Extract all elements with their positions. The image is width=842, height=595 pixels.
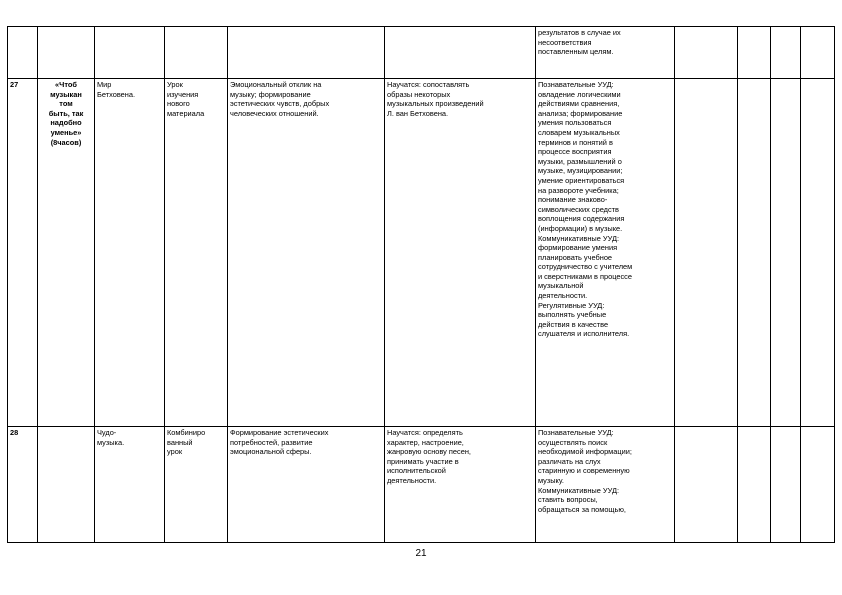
lesson-topic-cell bbox=[95, 27, 165, 79]
cell-text-line: на развороте учебника; bbox=[538, 185, 619, 195]
cell-text-line: Регулятивные УУД: bbox=[538, 300, 605, 310]
cell-text-line: Научатся: сопоставлять bbox=[387, 80, 470, 89]
empty-cell bbox=[675, 79, 738, 427]
uud-cell bbox=[536, 427, 675, 543]
empty-cell bbox=[771, 27, 801, 79]
unit-title-cell bbox=[38, 427, 95, 543]
cell-text-line: том bbox=[59, 99, 73, 109]
cell-text-line: материала bbox=[167, 108, 205, 118]
cell-text-line: музыке, музицировании; bbox=[538, 166, 623, 176]
lesson-topic-cell bbox=[95, 427, 165, 543]
cell-text-line: Урок bbox=[167, 80, 183, 89]
lesson-plan-table bbox=[7, 26, 835, 543]
cell-text-line: «Чтоб bbox=[55, 80, 77, 89]
cell-text-line: Чудо- bbox=[97, 428, 117, 437]
cell-text-line: умение ориентироваться bbox=[538, 175, 625, 185]
cell-text-line: изучения bbox=[167, 89, 199, 99]
cell-text-line: нового bbox=[167, 99, 190, 109]
cell-text-line: анализа; формирование bbox=[538, 108, 623, 118]
cell-text-line: необходимой информации; bbox=[538, 447, 632, 457]
page-number: 21 bbox=[415, 548, 427, 559]
lesson-type-cell bbox=[165, 79, 228, 427]
learning-outcomes-cell bbox=[385, 27, 536, 79]
cell-text-line: Познавательные УУД: bbox=[538, 80, 614, 89]
cell-text-line: формирование умения bbox=[538, 243, 618, 253]
empty-cell bbox=[771, 79, 801, 427]
cell-text-line: процессе восприятия bbox=[538, 147, 612, 157]
cell-text-line: (информации) в музыке. bbox=[538, 223, 623, 233]
cell-text-line: планировать учебное bbox=[538, 252, 613, 262]
cell-text-line: урок bbox=[167, 447, 183, 457]
cell-text-line: человеческих отношений. bbox=[230, 108, 319, 118]
cell-text-line: жанровую основу песен, bbox=[387, 447, 471, 457]
lesson-type-cell bbox=[165, 27, 228, 79]
unit-title-cell bbox=[38, 79, 95, 427]
cell-text-line: Научатся: определять bbox=[387, 428, 463, 437]
uud-cell bbox=[536, 27, 675, 79]
empty-cell bbox=[738, 79, 771, 427]
learning-outcomes-cell bbox=[385, 427, 536, 543]
empty-cell bbox=[675, 27, 738, 79]
cell-text-line: обращаться за помощью, bbox=[538, 504, 626, 514]
cell-text-line: овладение логическими bbox=[538, 89, 621, 99]
lesson-number-cell bbox=[8, 27, 38, 79]
cell-text-line: результатов в случае их bbox=[538, 28, 621, 37]
cell-text-line: Познавательные УУД: bbox=[538, 428, 614, 437]
cell-text-line: Эмоциональный отклик на bbox=[230, 80, 322, 89]
cell-text-line: и сверстниками в процессе bbox=[538, 271, 632, 281]
cell-text-line: воплощения содержания bbox=[538, 214, 625, 224]
cell-text-line: символических средств bbox=[538, 204, 619, 214]
cell-text-line: быть, так bbox=[48, 108, 84, 118]
cell-text-line: эстетических чувств, добрых bbox=[230, 99, 330, 109]
empty-cell bbox=[675, 427, 738, 543]
cell-text-line: Бетховена. bbox=[97, 89, 136, 99]
cell-text-line: понимание знаково- bbox=[538, 195, 608, 205]
cell-text-line: ванный bbox=[167, 437, 193, 447]
cell-text-line: музыку; формирование bbox=[230, 89, 311, 99]
cell-text-line: исполнительской bbox=[387, 466, 446, 476]
empty-cell bbox=[801, 27, 835, 79]
lesson-content-cell bbox=[228, 27, 385, 79]
empty-cell bbox=[738, 27, 771, 79]
table-row bbox=[8, 427, 835, 543]
table-row bbox=[8, 79, 835, 427]
cell-text-line: характер, настроение, bbox=[387, 437, 464, 447]
cell-text-line: принимать участие в bbox=[387, 456, 459, 466]
empty-cell bbox=[801, 427, 835, 543]
lesson-content-cell bbox=[228, 427, 385, 543]
empty-cell bbox=[771, 427, 801, 543]
cell-text-line: словарем музыкальных bbox=[538, 127, 620, 137]
cell-text-line: уменье» bbox=[50, 127, 82, 137]
cell-text-line: Л. ван Бетховена. bbox=[387, 108, 449, 118]
cell-text-line: старинную и современную bbox=[538, 466, 630, 476]
lesson-type-cell bbox=[165, 427, 228, 543]
cell-text-line: терминов и понятий в bbox=[538, 137, 613, 147]
cell-text-line: Коммуникативные УУД: bbox=[538, 485, 620, 495]
lesson-number-cell: 27 bbox=[8, 79, 38, 427]
cell-text-line: музыкан bbox=[50, 89, 82, 99]
cell-text-line: музыки, размышлений о bbox=[538, 156, 622, 166]
cell-text-line: слушателя и исполнителя. bbox=[538, 329, 630, 339]
cell-text-line: музыка. bbox=[97, 437, 125, 447]
lesson-number-cell: 28 bbox=[8, 427, 38, 543]
cell-text-line: музыку. bbox=[538, 475, 564, 485]
cell-text-line: осуществлять поиск bbox=[538, 437, 608, 447]
cell-text-line: умения пользоваться bbox=[538, 118, 612, 128]
cell-text-line: (8часов) bbox=[50, 137, 82, 147]
cell-text-line: несоответствия bbox=[538, 37, 592, 47]
cell-text-line: Мир bbox=[97, 80, 112, 89]
unit-title-cell bbox=[38, 27, 95, 79]
cell-text-line: ставить вопросы, bbox=[538, 495, 598, 505]
cell-text-line: потребностей, развитие bbox=[230, 437, 313, 447]
cell-text-line: деятельности. bbox=[387, 475, 437, 485]
table-row bbox=[8, 27, 835, 79]
cell-text-line: образы некоторых bbox=[387, 89, 451, 99]
cell-text-line: музыкальных произведений bbox=[387, 99, 484, 109]
cell-text-line: действия в качестве bbox=[538, 319, 609, 329]
cell-text-line: Комбиниро bbox=[167, 428, 206, 437]
cell-text-line: Формирование эстетических bbox=[230, 428, 329, 437]
cell-text-line: деятельности. bbox=[538, 291, 588, 301]
lesson-content-cell bbox=[228, 79, 385, 427]
cell-text-line: Коммуникативные УУД: bbox=[538, 233, 620, 243]
cell-text-line: эмоциональной сферы. bbox=[230, 447, 312, 457]
cell-text-line: выполнять учебные bbox=[538, 310, 607, 320]
cell-text-line: поставленным целям. bbox=[538, 47, 614, 57]
cell-text-line: сотрудничество с учителем bbox=[538, 262, 633, 272]
empty-cell bbox=[801, 79, 835, 427]
cell-text-line: музыкальной bbox=[538, 281, 584, 291]
cell-text-line: различать на слух bbox=[538, 456, 601, 466]
cell-text-line: действиями сравнения, bbox=[538, 99, 620, 109]
cell-text-line: надобно bbox=[50, 118, 82, 128]
empty-cell bbox=[738, 427, 771, 543]
learning-outcomes-cell bbox=[385, 79, 536, 427]
uud-cell bbox=[536, 79, 675, 427]
lesson-topic-cell bbox=[95, 79, 165, 427]
